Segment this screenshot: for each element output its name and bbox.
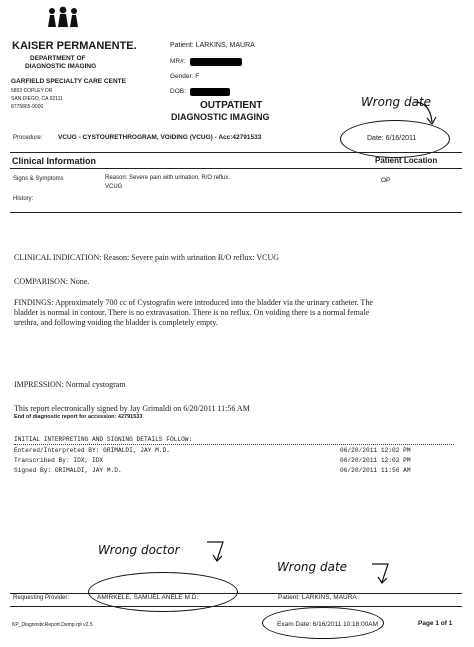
- signs-symptoms-label: Signs & Symptoms: [13, 176, 64, 182]
- footer-patient-name: Patient: LARKINS, MAURA: [278, 594, 357, 601]
- procedure-value: VCUG - CYSTOURETHROGRAM, VOIDING (VCUG) - Acc:42791533: [58, 134, 262, 141]
- requesting-provider-label: Requesting Provider:: [13, 595, 70, 601]
- procedure-date: Date: 6/16/2011: [367, 135, 417, 142]
- signoff-entered: Entered/Interpreted BY: GRIMALDI, JAY M.D.: [14, 447, 170, 454]
- department-line-2: DIAGNOSTIC IMAGING: [25, 63, 97, 70]
- signoff-transcribed: Transcribed By: IDX, IDX: [14, 457, 104, 464]
- clinical-indication: CLINICAL INDICATION: Reason: Severe pain with urination R/O reflux: VCUG: [14, 253, 280, 262]
- findings-line-3: urethra, and following voiding the bladder is completely empty.: [14, 318, 218, 327]
- annotation-wrong-doctor: Wrong doctor: [98, 543, 180, 557]
- department-line-1: DEPARTMENT OF: [30, 55, 86, 62]
- facility-name: GARFIELD SPECIALTY CARE CENTE: [11, 78, 126, 85]
- patient-location-heading: Patient Location: [375, 156, 438, 165]
- signoff-signed-date: 06/20/2011 11:56 AM: [340, 467, 411, 474]
- exam-date: Exam Date: 6/16/2011 10:18:00AM: [277, 621, 379, 628]
- footer-form-id: KP_DiagnosticReport.Dump.rpt v2.5: [12, 622, 93, 628]
- exam-date-circle-annotation: [262, 607, 384, 639]
- mrn-label: MR#:: [170, 58, 186, 65]
- reason-text: Reason: Severe pain with urination. R/O reflux.: [105, 175, 231, 181]
- facility-address-2: SAN DIEGO, CA 92111: [11, 96, 63, 102]
- dob-redaction: [190, 88, 230, 96]
- findings-line-2: bladder is normal in contour. There is no extravasation. There is no reflux. On voiding there is a normal female: [14, 308, 370, 317]
- dob-label: DOB:: [170, 88, 186, 95]
- location-value: OP: [381, 177, 391, 184]
- end-of-report: End of diagnostic report for accession: 42791533: [14, 414, 143, 420]
- patient-name: Patient: LARKINS, MAURA: [170, 42, 255, 49]
- section-divider-2: [10, 168, 462, 169]
- page-number: Page 1 of 1: [418, 620, 453, 627]
- gender-field: Gender: F: [170, 73, 200, 80]
- procedure-label: Procedure:: [13, 135, 43, 141]
- signoff-rule: [14, 444, 454, 445]
- facility-address-1: 5893 COPLEY DR: [11, 88, 53, 94]
- report-title-2: DIAGNOSTIC IMAGING: [171, 112, 270, 122]
- section-divider-3: [10, 212, 462, 213]
- footer-rule-2: [10, 606, 462, 607]
- signoff-header: INITIAL INTERPRETING AND SIGNING DETAILS FOLLOW:: [14, 436, 193, 443]
- requesting-provider-value: AMIRKELE, SAMUEL ANELE M.D.: [97, 594, 199, 601]
- report-title-1: OUTPATIENT: [200, 100, 263, 111]
- comparison: COMPARISON: None.: [14, 277, 90, 286]
- arrow-down-icon: [370, 560, 394, 586]
- signoff-entered-date: 06/20/2011 12:02 PM: [340, 447, 411, 454]
- kaiser-logo-icon: [46, 6, 80, 33]
- annotation-wrong-date-bottom: Wrong date: [277, 560, 348, 574]
- findings-line-1: FINDINGS: Approximately 700 cc of Cystografin were introduced into the bladder via the urinary catheter. The: [14, 298, 373, 307]
- facility-phone: 8775865-9000: [11, 104, 44, 110]
- signoff-signed: Signed By: GRIMALDI, JAY M.D.: [14, 467, 122, 474]
- clinical-info-heading: Clinical Information: [12, 156, 97, 166]
- section-divider-1: [10, 152, 462, 153]
- mrn-redaction: [190, 58, 242, 66]
- impression: IMPRESSION: Normal cystogram: [14, 380, 126, 389]
- organization-name: KAISER PERMANENTE.: [12, 40, 137, 52]
- signoff-transcribed-date: 06/20/2011 12:02 PM: [340, 457, 411, 464]
- reason-text-2: VCUG: [105, 184, 123, 190]
- signature-statement: This report electronically signed by Jay Grimaldi on 6/20/2011 11:56 AM: [14, 404, 250, 413]
- history-label: History:: [13, 196, 34, 202]
- annotation-wrong-date-top: Wrong date: [361, 95, 432, 109]
- arrow-down-icon: [205, 538, 229, 564]
